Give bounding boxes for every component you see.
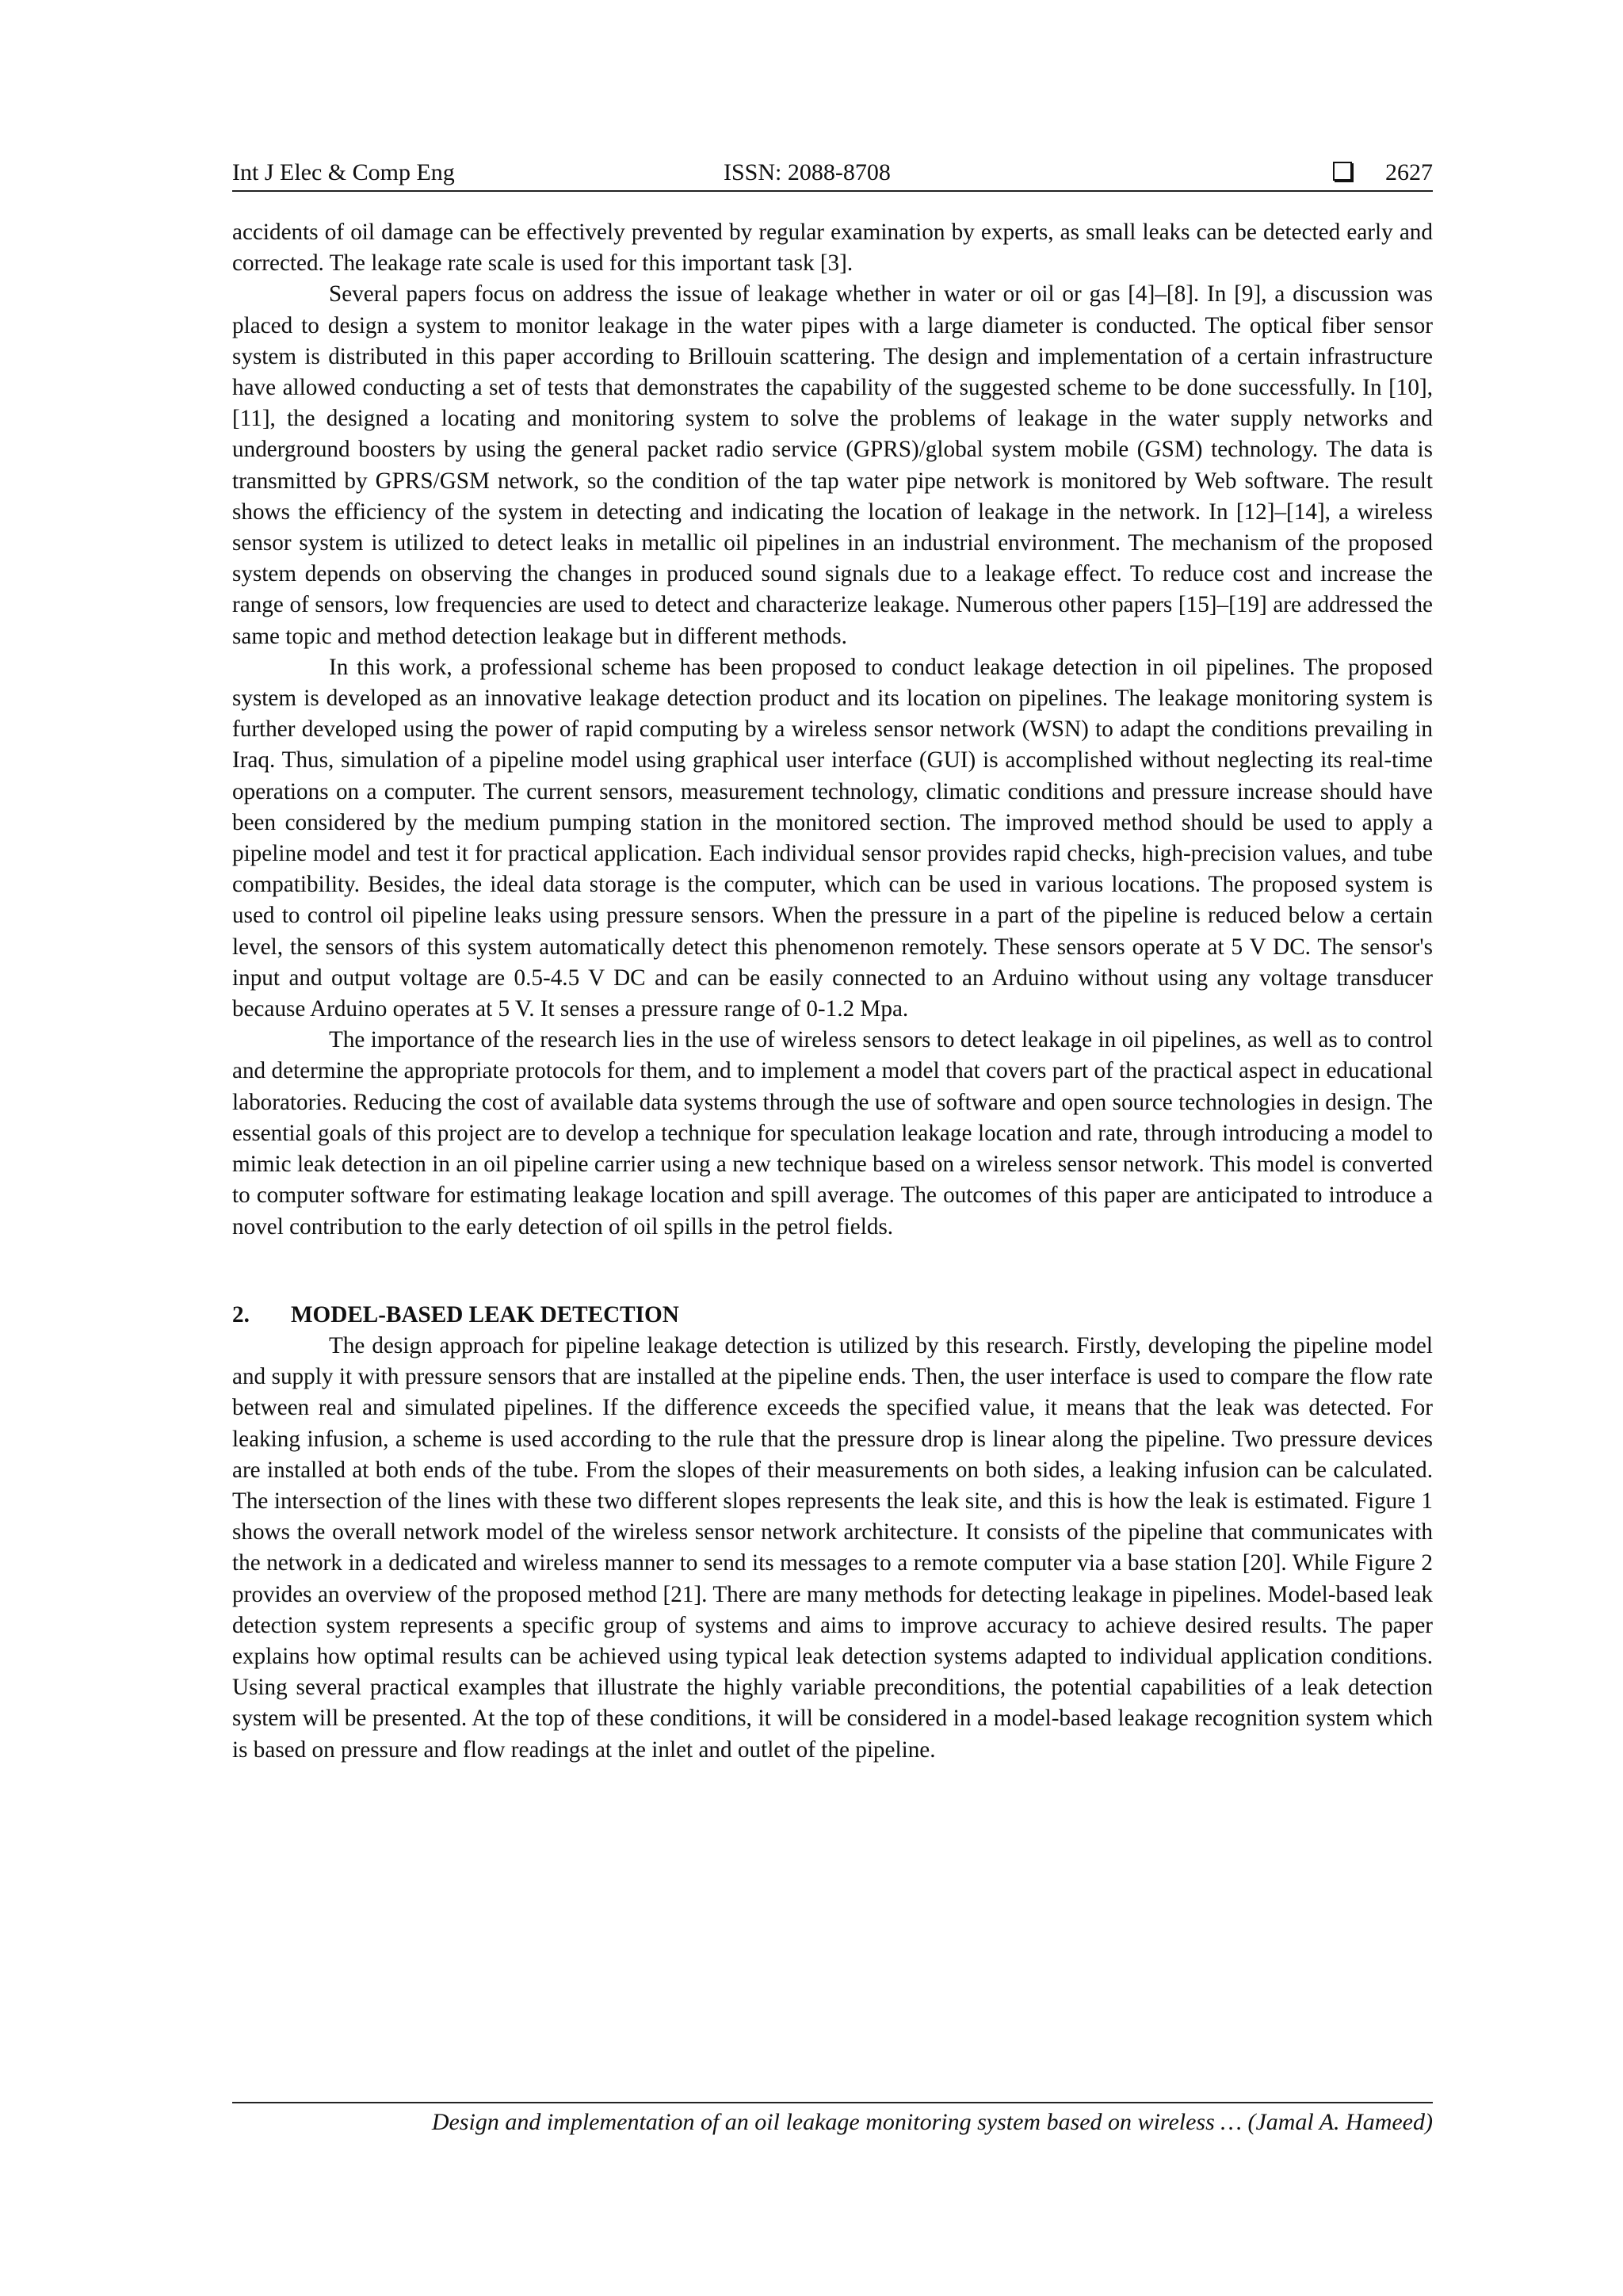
page-number: 2627 (1385, 159, 1433, 185)
running-header (232, 155, 1433, 192)
paragraph-proposed-system: In this work, a professional scheme has been proposed to conduct leakage detection in oil pipelines. The proposed system is developed as an innovative leakage detection product and its location on pipelines. The leakage monitoring system is further developed using the power of rapid computing by a wireless sensor network (WSN) to adapt the conditions prevailing in Iraq. Thus, simulation of a pipeline model using graphical user interface (GUI) is accomplished without neglecting its real-time operations on a computer. The current sensors, measurement technology, climatic conditions and pressure increase should have been considered by the medium pumping station in the monitored section. The improved method should be used to apply a pipeline model and test it for practical application. Each individual sensor provides rapid checks, high-precision values, and tube compatibility. Besides, the ideal data storage is the computer, which can be used in various locations. The proposed system is used to control oil pipeline leaks using pressure sensors. When the pressure in a part of the pipeline is reduced below a certain level, the sensors of this system automatically detect this phenomenon remotely. These sensors operate at 5 V DC. The sensor's input and output voltage are 0.5-4.5 V DC and can be easily connected to an Arduino without using any voltage transducer because Arduino operates at 5 V. It senses a pressure range of 0-1.2 Mpa. (232, 654, 1433, 1022)
paragraph-continued: accidents of oil damage can be effectively prevented by regular examination by experts, as small leaks can be detected early and corrected. The leakage rate scale is used for this important task [3]. (232, 220, 1433, 277)
running-footer: Design and implementation of an oil leakage monitoring system based on wireless … (Jamal A. Hameed) (431, 2109, 1433, 2135)
body-text (232, 217, 1433, 1766)
footer-rule (232, 2102, 1433, 2103)
page-number-group (1333, 155, 1433, 190)
paragraph-related-work: Several papers focus on address the issue of leakage whether in water or oil or gas [4]–[8]. In [9], a discussion was placed to design a system to monitor leakage in the water pipes with a large diameter is conducted. The optical fiber sensor system is distributed in this paper according to Brillouin scattering. The design and implementation of a certain infrastructure have allowed conducting a set of tests that demonstrates the capability of the suggested scheme to be done successfully. In [10], [11], the designed a locating and monitoring system to solve the problems of leakage in the water supply networks and underground boosters by using the general packet radio service (GPRS)/global system mobile (GSM) technology. The data is transmitted by GPRS/GSM network, so the condition of the tap water pipe network is monitored by Web software. The result shows the efficiency of the system in detecting and indicating the location of leakage in the network. In [12]–[14], a wireless sensor system is utilized to detect leaks in metallic oil pipelines in an industrial environment. The mechanism of the proposed system depends on observing the changes in produced sound signals due to a leakage effect. To reduce cost and increase the range of sensors, low frequencies are used to detect and characterize leakage. Numerous other papers [15]–[19] are addressed the same topic and method detection leakage but in different methods. (232, 281, 1433, 649)
paper-page (232, 0, 1433, 2296)
section-number: 2. (232, 1301, 250, 1328)
square-box-icon (1333, 162, 1352, 181)
section-title: MODEL-BASED LEAK DETECTION (291, 1301, 679, 1328)
journal-name: Int J Elec & Comp Eng (232, 159, 455, 185)
paragraph-importance: The importance of the research lies in the use of wireless sensors to detect leakage in oil pipelines, as well as to control and determine the appropriate protocols for them, and to implement a model that covers part of the practical aspect in educational laboratories. Reducing the cost of available data systems through the use of software and open source technologies in design. The essential goals of this project are to develop a technique for speculation leakage location and rate, through introducing a model to mimic leak detection in an oil pipeline carrier using a new technique based on a wireless sensor network. This model is converted to computer software for estimating leakage location and spill average. The outcomes of this paper are anticipated to introduce a novel contribution to the early detection of oil spills in the petrol fields. (232, 1027, 1433, 1240)
section-heading (232, 1300, 1433, 1331)
paragraph-model-based: The design approach for pipeline leakage detection is utilized by this research. Firstly, developing the pipeline model and supply it with pressure sensors that are installed at the pipeline ends. Then, the user interface is used to compare the flow rate between real and simulated pipelines. If the difference exceeds the specified value, it means that the leak was detected. For leaking infusion, a scheme is used according to the rule that the pressure drop is linear along the pipeline. Two pressure devices are installed at both ends of the tube. From the slopes of their measurements on both sides, a leaking infusion can be calculated. The intersection of the lines with these two different slopes represents the leak site, and this is how the leak is estimated. Figure 1 shows the overall network model of the wireless sensor network architecture. It consists of the pipeline that communicates with the network in a dedicated and wireless manner to send its messages to a remote computer via a base station [20]. While Figure 2 provides an overview of the proposed method [21]. There are many methods for detecting leakage in pipelines. Model-based leak detection system represents a specific group of systems and aims to improve accuracy to achieve desired results. The paper explains how optimal results can be achieved using typical leak detection systems adapted to individual application conditions. Using several practical examples that illustrate the highly variable preconditions, the potential capabilities of a leak detection system will be presented. At the top of these conditions, it will be considered in a model-based leakage recognition system which is based on pressure and flow readings at the inlet and outlet of the pipeline. (232, 1332, 1433, 1763)
issn-label: ISSN: 2088-8708 (724, 159, 891, 185)
